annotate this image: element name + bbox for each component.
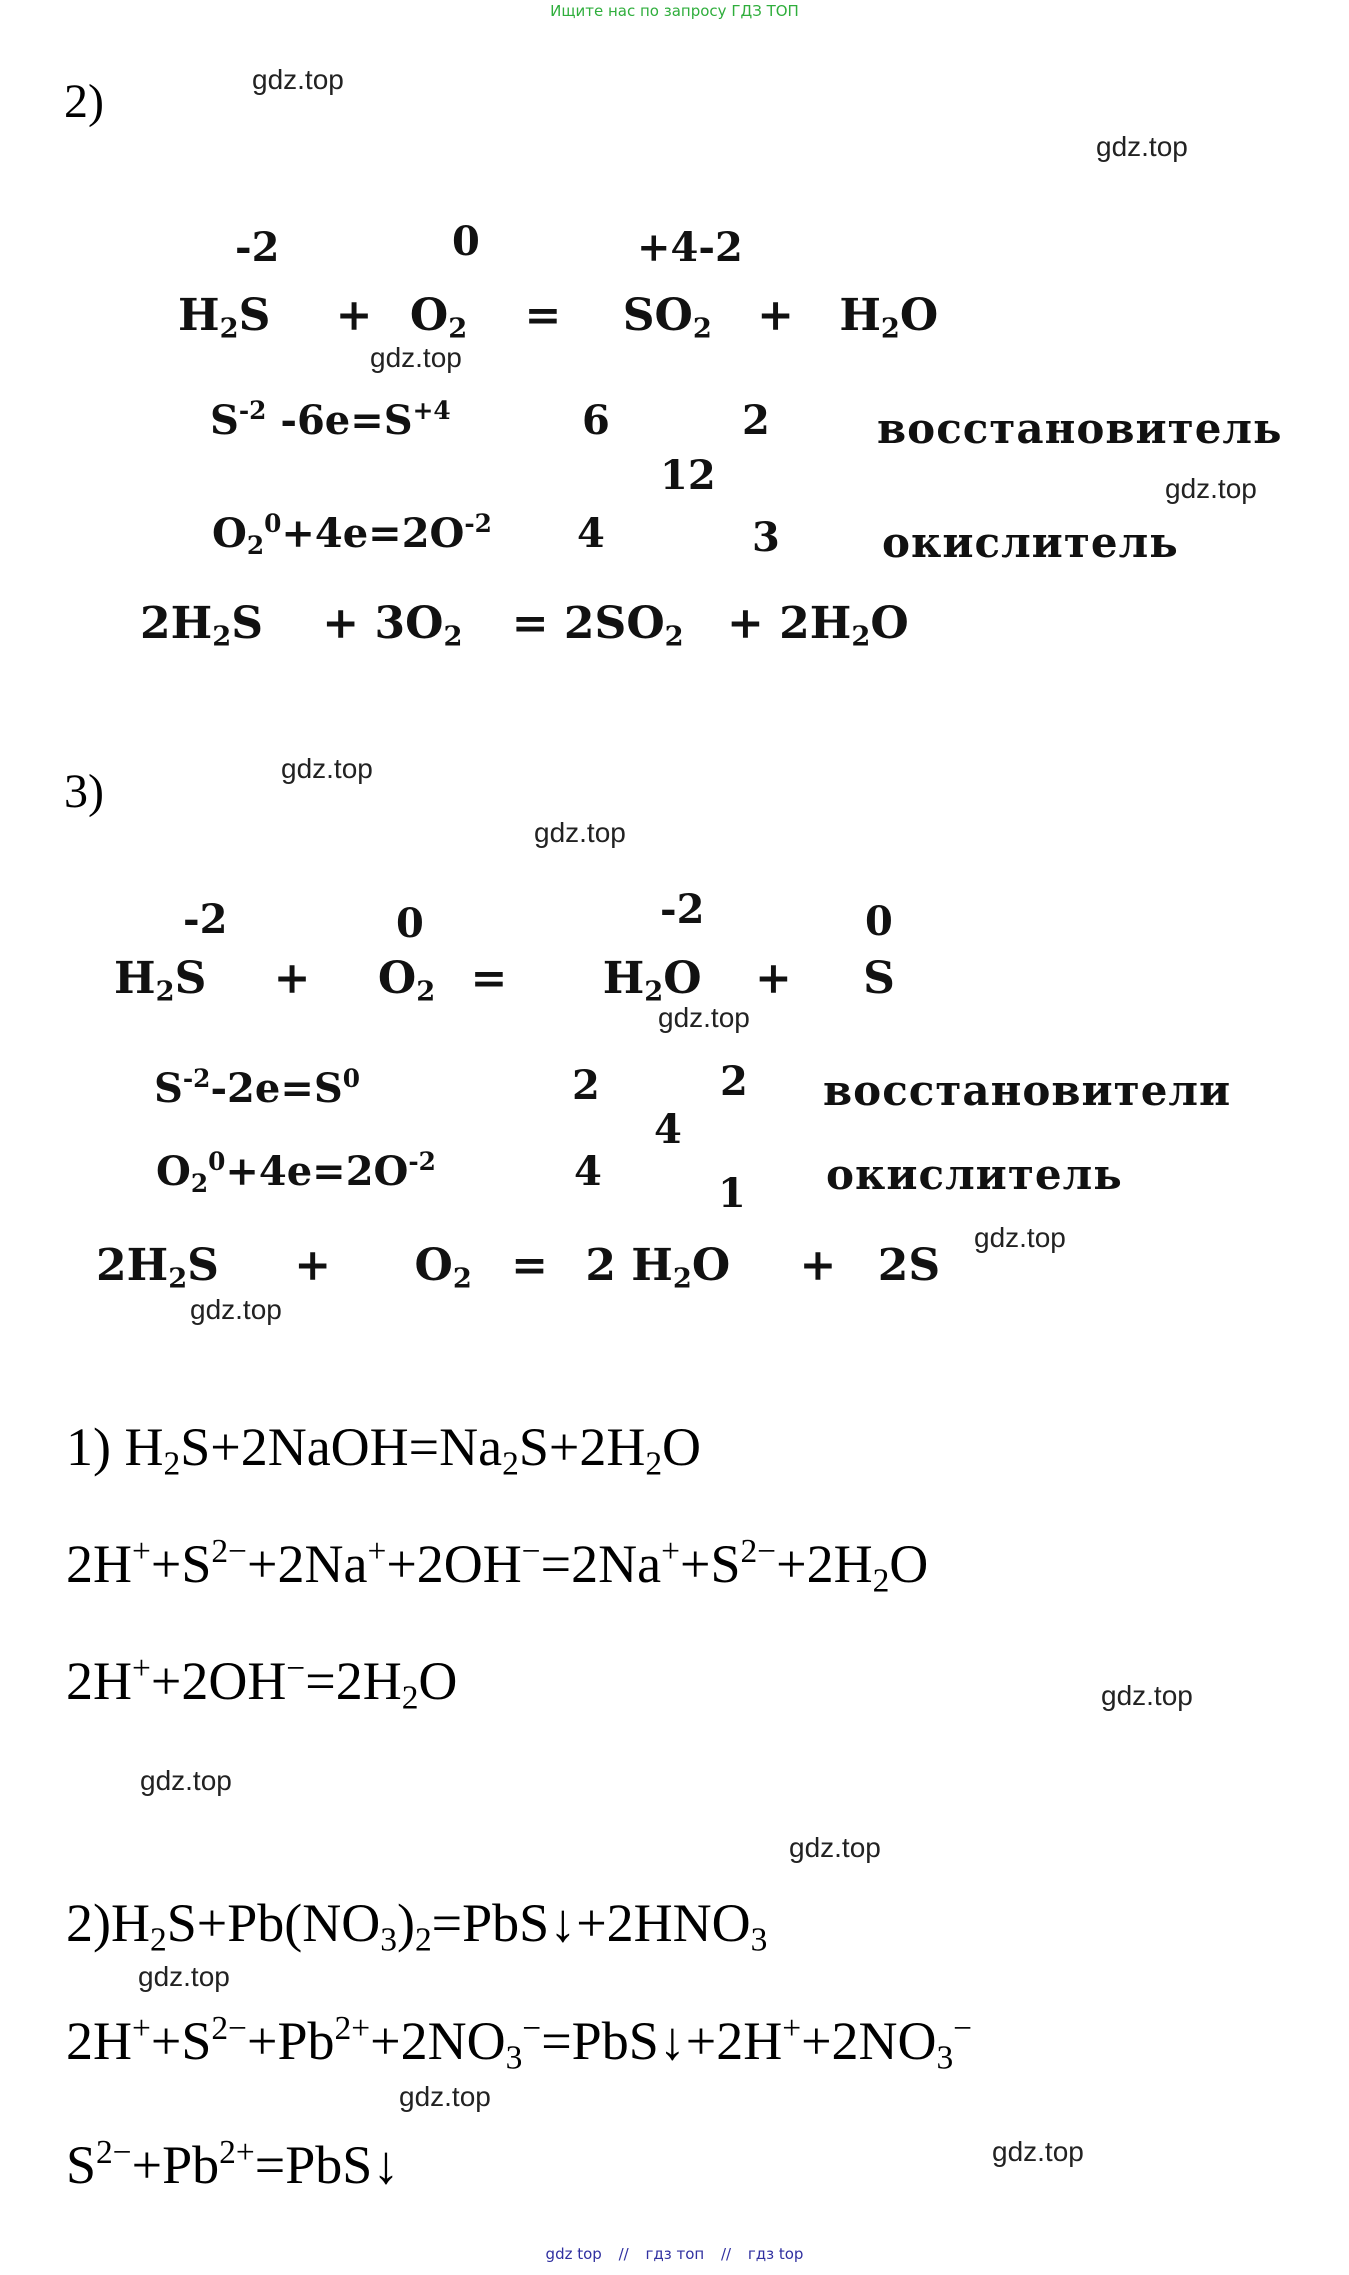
full-ionic-equation: $2H^++S^{2-}+2Na^++2OH^-=2Na^++S^{2-}+2H_2O$: [66, 1532, 929, 1600]
section-number: 2): [64, 75, 104, 128]
coefficient: 2: [720, 1058, 748, 1105]
watermark: gdz.top: [534, 817, 626, 848]
watermark: gdz.top: [1096, 131, 1188, 162]
short-ionic-equation: $S^{2-}+Pb^{2+}=PbS↓$: [66, 2133, 400, 2195]
coefficient: 1: [718, 1170, 746, 1217]
balanced-equation: $2H_2S + 3O_2 = 2SO_2 + 2H_2O$: [140, 598, 909, 653]
watermark: gdz.top: [252, 64, 344, 95]
role-label: восстановители: [823, 1066, 1232, 1115]
role-label: восстановитель: [877, 404, 1283, 453]
oxidation-state: 0: [452, 218, 480, 265]
ionic-equation: $2)H_2S+Pb(NO_3)_2=PbS↓+2HNO_3$: [66, 1893, 768, 1959]
oxidation-state: 0: [865, 898, 893, 945]
electron-count: 4: [574, 1148, 602, 1195]
footer-link[interactable]: гдз топ: [645, 2245, 705, 2263]
full-ionic-equation: $2H^++S^{2-}+Pb^{2+}+2NO_3^-=PbS↓+2H^++2NO_3^-$: [66, 2009, 973, 2077]
half-reaction: $O_2^0+4e=2O^{-2}$: [212, 509, 492, 560]
watermark: gdz.top: [1165, 473, 1257, 504]
footer-link[interactable]: гдз top: [747, 2245, 804, 2263]
watermark: gdz.top: [399, 2081, 491, 2112]
footer-separator: //: [618, 2245, 629, 2263]
watermark: gdz.top: [1101, 1680, 1193, 1711]
watermark: gdz.top: [281, 753, 373, 784]
oxidation-state: +4-2: [637, 224, 743, 271]
electron-count: 2: [572, 1062, 600, 1109]
section-number: 3): [64, 765, 104, 818]
watermark: gdz.top: [992, 2136, 1084, 2167]
half-reaction: $O_2^0+4e=2O^{-2}$: [156, 1147, 436, 1198]
oxidation-state: -2: [183, 896, 228, 943]
reaction-equation: $H_2S + O_2 = H_2O + S$: [114, 953, 895, 1008]
half-reaction: $S^{-2}$ $-6e=S^{+4}$: [210, 396, 451, 444]
role-label: окислитель: [826, 1150, 1123, 1199]
footer-link[interactable]: gdz top: [545, 2245, 602, 2263]
watermark: gdz.top: [789, 1832, 881, 1863]
balanced-equation: $2H_2S + O_2 = 2$ $H_2O + 2S$: [96, 1240, 941, 1295]
half-reaction: $S^{-2}-2e=S^0$: [154, 1064, 360, 1112]
coefficient: 3: [752, 514, 780, 561]
ionic-equation: 1) $H_2S+2NaOH=Na_2S+2H_2O$: [66, 1417, 702, 1483]
top-banner[interactable]: Ищите нас по запросу ГДЗ ТОП: [550, 2, 799, 20]
watermark: gdz.top: [370, 342, 462, 373]
oxidation-state: 0: [396, 900, 424, 947]
role-label: окислитель: [882, 518, 1179, 567]
coefficient: 2: [742, 397, 770, 444]
watermark: gdz.top: [190, 1294, 282, 1325]
short-ionic-equation: $2H^++2OH^-=2H_2O$: [66, 1649, 458, 1717]
lcm: 12: [660, 452, 716, 499]
oxidation-state: -2: [660, 886, 705, 933]
watermark: gdz.top: [140, 1765, 232, 1796]
reaction-equation: $H_2S + O_2 = SO_2 + H_2O$: [178, 290, 939, 345]
oxidation-state: -2: [235, 224, 280, 271]
lcm: 4: [654, 1106, 682, 1153]
footer-separator: //: [720, 2245, 732, 2263]
watermark: gdz.top: [974, 1222, 1066, 1253]
footer-links: [0, 2245, 1349, 2263]
watermark: gdz.top: [138, 1961, 230, 1992]
electron-count: 6: [582, 397, 610, 444]
electron-count: 4: [577, 510, 605, 557]
watermark: gdz.top: [658, 1002, 750, 1033]
